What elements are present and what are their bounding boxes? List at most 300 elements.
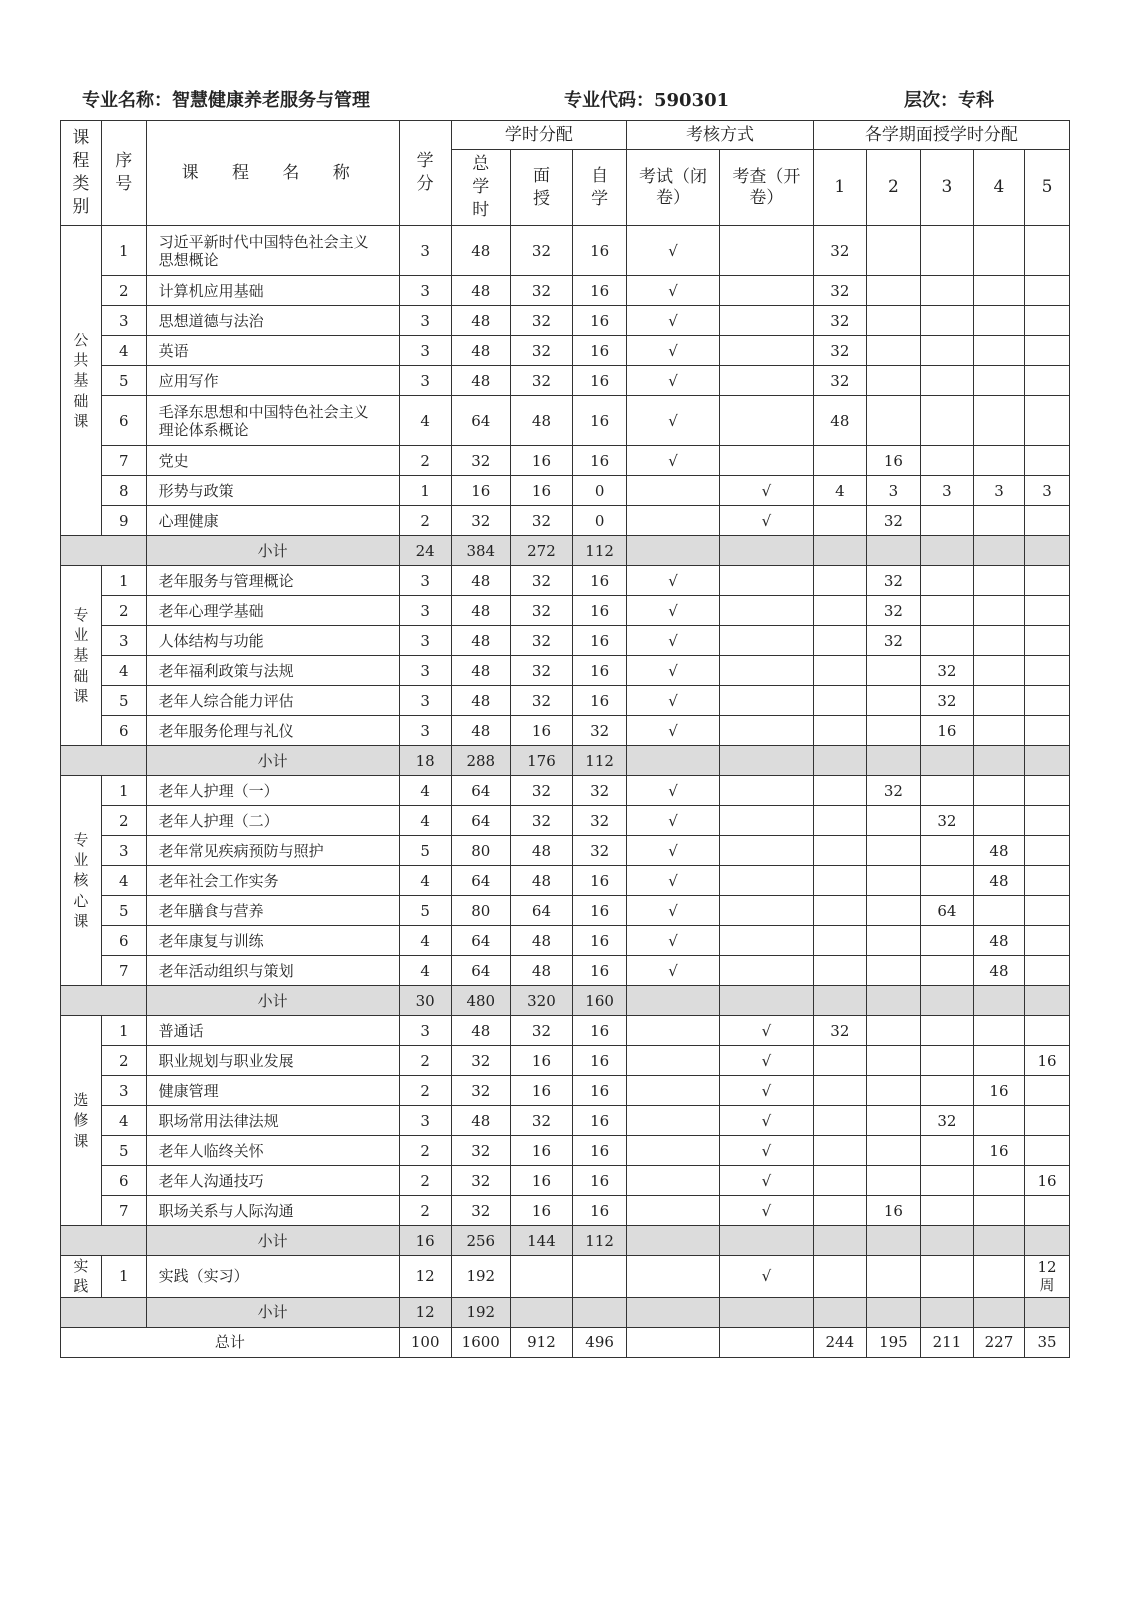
cell-s2: [866, 806, 920, 836]
subtotal-empty: [866, 746, 920, 776]
cell-face: 16: [510, 716, 572, 746]
subtotal-empty: [973, 1226, 1024, 1256]
cell-s1: 32: [813, 226, 866, 276]
cell-exam: √: [627, 566, 720, 596]
cell-self: 16: [573, 596, 627, 626]
cell-total: 64: [451, 776, 510, 806]
subtotal-label: 小计: [146, 1297, 399, 1327]
cell-total: 32: [451, 1136, 510, 1166]
cell-s1: 32: [813, 366, 866, 396]
cell-s2: [866, 306, 920, 336]
cell-s5: [1024, 446, 1069, 476]
cell-check: [719, 776, 813, 806]
subtotal-empty: [719, 746, 813, 776]
cell-s2: [866, 926, 920, 956]
course-name-text: 老年心理学基础: [158, 601, 264, 620]
cell-s1: [813, 656, 866, 686]
cell-total: 48: [451, 716, 510, 746]
cell-credit: 2: [399, 1166, 451, 1196]
cell-self: 16: [573, 396, 627, 446]
row-number: 5: [101, 366, 146, 396]
cell-s4: [973, 596, 1024, 626]
subtotal-blank: [61, 536, 147, 566]
course-name-text: 老年人沟通技巧: [158, 1171, 264, 1190]
subtotal-blank: [61, 986, 147, 1016]
cell-self: 16: [573, 656, 627, 686]
cell-s2: [866, 656, 920, 686]
cell-total: 32: [451, 1166, 510, 1196]
table-row: [61, 1016, 1070, 1046]
subtotal-empty: [813, 986, 866, 1016]
cell-credit: 3: [399, 306, 451, 336]
cell-exam: √: [627, 446, 720, 476]
cell-total: 64: [451, 396, 510, 446]
cell-credit: 2: [399, 1076, 451, 1106]
cell-s5: [1024, 776, 1069, 806]
cell-s3: [920, 926, 973, 956]
cell-s1: 32: [813, 336, 866, 366]
total-s2: 195: [866, 1327, 920, 1357]
row-number: 1: [101, 566, 146, 596]
cell-face: 32: [510, 366, 572, 396]
cell-face: 48: [510, 396, 572, 446]
cell-credit: 4: [399, 866, 451, 896]
cell-check: [719, 306, 813, 336]
cell-s4: [973, 1196, 1024, 1226]
course-name: [146, 226, 399, 276]
table-row: [61, 1106, 1070, 1136]
cell-face: 16: [510, 1196, 572, 1226]
cell-check: √: [719, 1166, 813, 1196]
subtotal-face: 176: [510, 746, 572, 776]
cell-s4: [973, 806, 1024, 836]
course-name: [146, 596, 399, 626]
cell-exam: √: [627, 866, 720, 896]
cell-s1: [813, 686, 866, 716]
subtotal-blank: [61, 1226, 147, 1256]
row-number: 4: [101, 336, 146, 366]
course-name-text: 人体结构与功能: [158, 631, 264, 650]
cell-s5: [1024, 1166, 1069, 1196]
category-label: 专业基础课: [73, 605, 89, 705]
cell-total: 32: [451, 446, 510, 476]
cell-s2: 16: [866, 1196, 920, 1226]
header-semester-4: 4: [973, 150, 1024, 226]
subtotal-empty: [866, 1297, 920, 1327]
cell-total: 64: [451, 806, 510, 836]
cell-credit: 4: [399, 956, 451, 986]
major-code: 专业代码：590301: [564, 90, 730, 111]
cell-s2: [866, 226, 920, 276]
subtotal-blank: [61, 746, 147, 776]
subtotal-label: 小计: [146, 986, 399, 1016]
cell-s4: 16: [973, 1076, 1024, 1106]
cell-credit: 2: [399, 446, 451, 476]
total-exam: [627, 1327, 720, 1357]
subtotal-row: [61, 986, 1070, 1016]
cell-total: 48: [451, 226, 510, 276]
cell-s2: [866, 896, 920, 926]
total-face: 912: [510, 1327, 572, 1357]
row-number: 2: [101, 1046, 146, 1076]
cell-face: 16: [510, 1166, 572, 1196]
course-name: [146, 476, 399, 506]
row-number: 8: [101, 476, 146, 506]
cell-s5: [1024, 866, 1069, 896]
cell-s1: [813, 836, 866, 866]
subtotal-empty: [813, 1297, 866, 1327]
cell-self: 16: [573, 956, 627, 986]
subtotal-label: 小计: [146, 746, 399, 776]
category-cell: [61, 566, 102, 746]
cell-s1: [813, 1046, 866, 1076]
cell-exam: √: [627, 366, 720, 396]
cell-s3: [920, 226, 973, 276]
cell-s5: [1024, 926, 1069, 956]
cell-s4: [973, 566, 1024, 596]
course-name: [146, 866, 399, 896]
cell-self: 16: [573, 276, 627, 306]
subtotal-label: 小计: [146, 536, 399, 566]
table-row: [61, 1256, 1070, 1298]
table-row: [61, 446, 1070, 476]
course-name-text: 老年常见疾病预防与照护: [158, 841, 324, 860]
table-row: [61, 566, 1070, 596]
subtotal-empty: [1024, 536, 1069, 566]
cell-s4: [973, 366, 1024, 396]
row-number: 4: [101, 1106, 146, 1136]
cell-s2: 32: [866, 626, 920, 656]
cell-s3: [920, 396, 973, 446]
cell-face: 32: [510, 1106, 572, 1136]
cell-self: 32: [573, 776, 627, 806]
cell-s3: 32: [920, 806, 973, 836]
cell-s4: 48: [973, 926, 1024, 956]
course-name-text: 计算机应用基础: [158, 281, 264, 300]
category-label: 实践: [73, 1257, 89, 1296]
subtotal-empty: [920, 1226, 973, 1256]
course-name-text: 老年人护理（一）: [158, 781, 279, 800]
course-name: [146, 626, 399, 656]
total-s5: 35: [1024, 1327, 1069, 1357]
subtotal-credit: 16: [399, 1226, 451, 1256]
cell-self: 32: [573, 806, 627, 836]
cell-exam: [627, 1106, 720, 1136]
cell-self: 0: [573, 506, 627, 536]
cell-s1: [813, 1166, 866, 1196]
table-row: [61, 956, 1070, 986]
table-row: [61, 686, 1070, 716]
course-name: [146, 776, 399, 806]
subtotal-empty: [866, 536, 920, 566]
category-label: 选修课: [73, 1091, 89, 1150]
cell-self: 16: [573, 306, 627, 336]
cell-self: 0: [573, 476, 627, 506]
cell-credit: 3: [399, 276, 451, 306]
cell-s5-text: 3: [1042, 481, 1052, 500]
education-level: 层次：专科: [904, 90, 994, 111]
cell-s3: 32: [920, 656, 973, 686]
subtotal-self: [573, 1297, 627, 1327]
cell-total: 48: [451, 366, 510, 396]
row-number: 3: [101, 1076, 146, 1106]
cell-exam: √: [627, 226, 720, 276]
cell-check: [719, 626, 813, 656]
subtotal-empty: [920, 746, 973, 776]
cell-s3: [920, 1046, 973, 1076]
cell-credit: 2: [399, 1046, 451, 1076]
subtotal-empty: [973, 986, 1024, 1016]
cell-s4: [973, 1016, 1024, 1046]
cell-s5: [1024, 1046, 1069, 1076]
course-name-text: 老年服务伦理与礼仪: [158, 721, 294, 740]
cell-s4: [973, 226, 1024, 276]
cell-check: √: [719, 1106, 813, 1136]
cell-exam: [627, 1016, 720, 1046]
table-row: [61, 1046, 1070, 1076]
cell-s2: [866, 336, 920, 366]
course-name-text: 健康管理: [158, 1081, 219, 1100]
cell-total: 48: [451, 336, 510, 366]
cell-check: [719, 446, 813, 476]
course-name-text: 老年社会工作实务: [158, 871, 279, 890]
cell-s1: [813, 776, 866, 806]
cell-s2: [866, 1106, 920, 1136]
cell-s2: 32: [866, 506, 920, 536]
cell-s4: 3: [973, 476, 1024, 506]
subtotal-row: [61, 536, 1070, 566]
cell-s2: [866, 1076, 920, 1106]
cell-s2: [866, 836, 920, 866]
row-number: 2: [101, 596, 146, 626]
cell-credit: 2: [399, 1136, 451, 1166]
row-number: 5: [101, 1136, 146, 1166]
cell-face: 32: [510, 566, 572, 596]
subtotal-credit: 12: [399, 1297, 451, 1327]
cell-s1: [813, 566, 866, 596]
cell-face: 48: [510, 926, 572, 956]
subtotal-row: [61, 746, 1070, 776]
cell-total: 48: [451, 276, 510, 306]
cell-s4: [973, 1166, 1024, 1196]
cell-s4: [973, 1106, 1024, 1136]
cell-exam: √: [627, 276, 720, 306]
cell-s4: [973, 336, 1024, 366]
subtotal-credit: 30: [399, 986, 451, 1016]
cell-s1: [813, 1136, 866, 1166]
row-number: 7: [101, 956, 146, 986]
cell-credit: 2: [399, 1196, 451, 1226]
table-row: [61, 1136, 1070, 1166]
subtotal-empty: [719, 1297, 813, 1327]
cell-exam: [627, 1166, 720, 1196]
cell-self: 16: [573, 1046, 627, 1076]
curriculum-table: [60, 120, 1070, 1358]
course-name: [146, 336, 399, 366]
cell-check: [719, 276, 813, 306]
course-name: [146, 1016, 399, 1046]
cell-s5: [1024, 1016, 1069, 1046]
cell-credit: 5: [399, 896, 451, 926]
cell-exam: √: [627, 626, 720, 656]
row-number: 6: [101, 1166, 146, 1196]
cell-s3: [920, 1016, 973, 1046]
cell-s2: 32: [866, 596, 920, 626]
cell-self: 16: [573, 926, 627, 956]
cell-s5: [1024, 1136, 1069, 1166]
table-row: [61, 716, 1070, 746]
category-cell: [61, 776, 102, 986]
cell-s5: [1024, 656, 1069, 686]
cell-s3: [920, 506, 973, 536]
course-name: [146, 656, 399, 686]
cell-credit: 3: [399, 686, 451, 716]
cell-exam: √: [627, 336, 720, 366]
row-number: 3: [101, 626, 146, 656]
table-row: [61, 336, 1070, 366]
cell-total: 48: [451, 596, 510, 626]
cell-s2: [866, 716, 920, 746]
cell-s3: 32: [920, 1106, 973, 1136]
cell-s3: [920, 1196, 973, 1226]
category-cell: [61, 1256, 102, 1298]
cell-total: 32: [451, 1196, 510, 1226]
course-name-text: 毛泽东思想和中国特色社会主义理论体系概论: [158, 402, 369, 439]
cell-s3: 3: [920, 476, 973, 506]
subtotal-empty: [1024, 986, 1069, 1016]
table-row: [61, 276, 1070, 306]
cell-s5-text: 12周: [1037, 1258, 1057, 1295]
cell-credit: 4: [399, 926, 451, 956]
cell-s1: [813, 926, 866, 956]
cell-s3: [920, 566, 973, 596]
cell-total: 32: [451, 1046, 510, 1076]
cell-exam: [627, 1256, 720, 1298]
curriculum-body: [61, 226, 1070, 1358]
course-name: [146, 446, 399, 476]
course-name-text: 老年服务与管理概论: [158, 571, 294, 590]
cell-exam: √: [627, 896, 720, 926]
course-name-text: 心理健康: [158, 511, 219, 530]
header-semester-2: 2: [866, 150, 920, 226]
cell-self: 16: [573, 446, 627, 476]
cell-s3: 16: [920, 716, 973, 746]
total-check: [719, 1327, 813, 1357]
cell-self: [573, 1256, 627, 1298]
cell-s2: [866, 276, 920, 306]
cell-exam: √: [627, 926, 720, 956]
cell-s2: 3: [866, 476, 920, 506]
subtotal-row: [61, 1226, 1070, 1256]
subtotal-face: 272: [510, 536, 572, 566]
course-name: [146, 1256, 399, 1298]
course-name-text: 职业规划与职业发展: [158, 1051, 294, 1070]
cell-face: 32: [510, 596, 572, 626]
header-semester-5: 5: [1024, 150, 1069, 226]
cell-face: 32: [510, 226, 572, 276]
course-name: [146, 926, 399, 956]
cell-check: √: [719, 1196, 813, 1226]
cell-credit: 3: [399, 596, 451, 626]
cell-s5: [1024, 566, 1069, 596]
subtotal-face: 320: [510, 986, 572, 1016]
course-name-text: 英语: [158, 341, 189, 360]
cell-s1: [813, 506, 866, 536]
cell-s1: [813, 896, 866, 926]
header-total-hours: 总学时: [451, 150, 510, 226]
cell-s3: [920, 366, 973, 396]
subtotal-empty: [866, 986, 920, 1016]
course-name-text: 老年康复与训练: [158, 931, 264, 950]
cell-s3: [920, 866, 973, 896]
subtotal-total: 192: [451, 1297, 510, 1327]
cell-total: 64: [451, 866, 510, 896]
subtotal-empty: [813, 1226, 866, 1256]
cell-exam: √: [627, 716, 720, 746]
cell-s5: [1024, 1076, 1069, 1106]
cell-s5: [1024, 306, 1069, 336]
cell-face: 32: [510, 776, 572, 806]
table-row: [61, 506, 1070, 536]
cell-total: 32: [451, 1076, 510, 1106]
cell-s4: [973, 1256, 1024, 1298]
cell-check: [719, 366, 813, 396]
subtotal-empty: [1024, 1226, 1069, 1256]
course-name: [146, 366, 399, 396]
subtotal-face: [510, 1297, 572, 1327]
cell-s4: 48: [973, 866, 1024, 896]
cell-exam: √: [627, 956, 720, 986]
row-number: 1: [101, 776, 146, 806]
cell-s1: [813, 1196, 866, 1226]
course-name: [146, 1196, 399, 1226]
category-label: 专业核心课: [73, 830, 89, 930]
cell-self: 32: [573, 836, 627, 866]
cell-s3: 64: [920, 896, 973, 926]
table-row: [61, 596, 1070, 626]
course-name: [146, 506, 399, 536]
cell-s5: [1024, 1256, 1069, 1298]
subtotal-empty: [813, 746, 866, 776]
cell-s5: [1024, 366, 1069, 396]
subtotal-empty: [1024, 746, 1069, 776]
cell-s4: [973, 716, 1024, 746]
cell-face: 32: [510, 276, 572, 306]
course-name-text: 应用写作: [158, 371, 219, 390]
subtotal-empty: [973, 536, 1024, 566]
subtotal-total: 256: [451, 1226, 510, 1256]
header-face-hours: 面授: [510, 150, 572, 226]
cell-s2: [866, 1016, 920, 1046]
header-assessment-group: 考核方式: [627, 121, 814, 150]
cell-check: √: [719, 1046, 813, 1076]
subtotal-empty: [627, 536, 720, 566]
cell-s4: [973, 446, 1024, 476]
cell-total: 48: [451, 1106, 510, 1136]
course-name: [146, 276, 399, 306]
course-name-text: 实践（实习）: [158, 1267, 249, 1286]
cell-s5-text: 16: [1037, 1051, 1057, 1070]
table-row: [61, 396, 1070, 446]
cell-self: 16: [573, 686, 627, 716]
header-hours-group: 学时分配: [451, 121, 626, 150]
cell-self: 16: [573, 226, 627, 276]
cell-s3: [920, 306, 973, 336]
subtotal-empty: [627, 1297, 720, 1327]
cell-s3: [920, 1166, 973, 1196]
cell-s5: [1024, 836, 1069, 866]
subtotal-empty: [627, 986, 720, 1016]
